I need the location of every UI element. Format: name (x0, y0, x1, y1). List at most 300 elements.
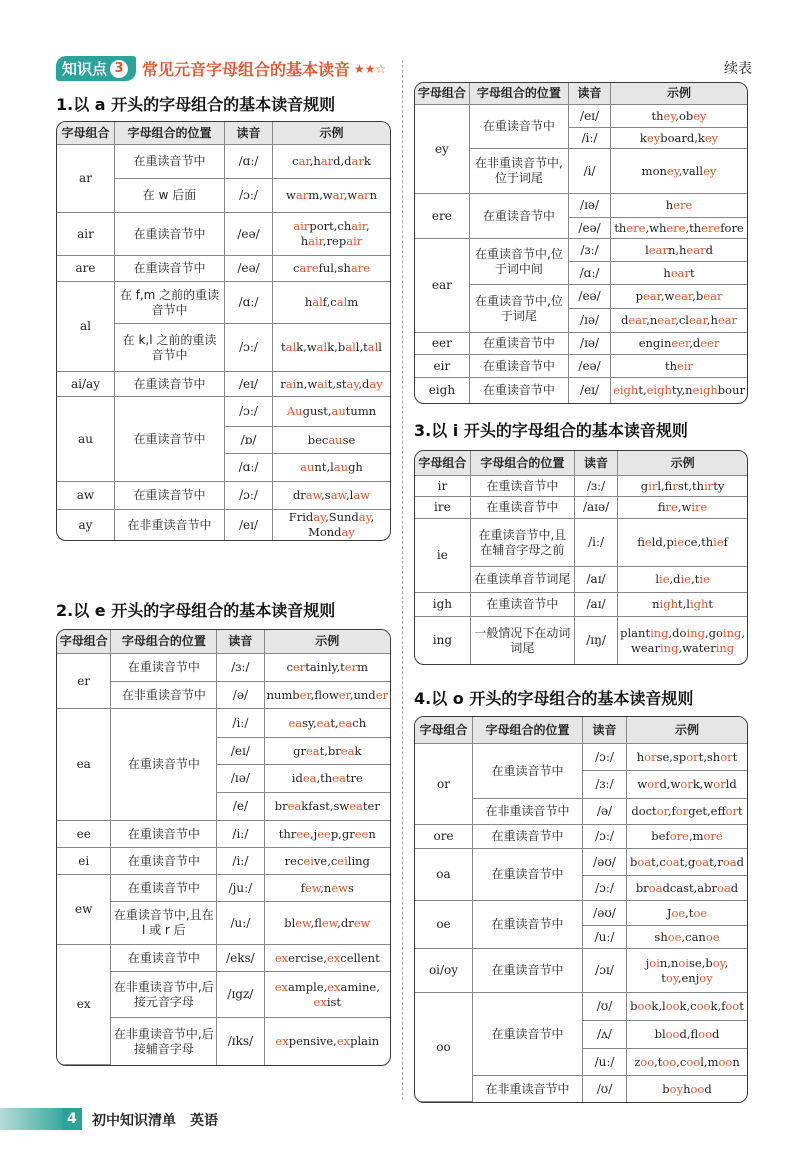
example-text: h (665, 198, 674, 212)
example-text: fore (720, 220, 744, 235)
example-text: nt,l (314, 460, 334, 474)
example-cell (265, 848, 390, 875)
letter-combo-highlight: ei (337, 853, 348, 868)
example-text: ling (347, 853, 370, 868)
example-text: br (274, 799, 288, 813)
pronunciation-cell: /ə/ (217, 682, 264, 709)
letter-combo-cell: or (415, 744, 473, 825)
example-text: t,st (327, 376, 347, 391)
example-text: ty (713, 478, 725, 493)
example-text: d,fl (679, 1027, 699, 1041)
example-text: bec (307, 432, 329, 447)
example-text: c (292, 154, 299, 168)
pronunciation-cell: /eks/ (217, 945, 264, 972)
example-text: doct (631, 804, 657, 818)
letter-combo-highlight: oo (698, 1027, 713, 1041)
example-cell (618, 593, 747, 617)
pronunciation-cell: /ɜː/ (575, 476, 618, 497)
example-text: ful,sh (318, 261, 351, 275)
letter-combo-highlight: ore (669, 829, 689, 843)
example-cell (611, 378, 747, 403)
example-cell (627, 1021, 747, 1049)
column-header: 示例 (273, 122, 390, 145)
table-row (57, 875, 390, 902)
section-e-title: 2.以 e 开头的字母组合的基本读音规则 (56, 601, 336, 620)
position-cell: 在重读音节中 (111, 709, 217, 821)
example-text: t (281, 340, 286, 354)
example-cell (627, 825, 747, 849)
letter-combo-highlight: ie (680, 572, 692, 586)
example-cell (611, 355, 747, 378)
pronunciation-cell: /eə/ (569, 218, 611, 239)
letter-combo-highlight: ai (285, 376, 297, 391)
pronunciation-cell: /ɔː/ (583, 825, 627, 849)
example-text: n,h (667, 242, 687, 257)
table-row (415, 497, 747, 519)
letter-combo-highlight: or (686, 749, 699, 764)
footer-title: 初中知识清单 英语 (92, 1113, 218, 1129)
column-header: 字母组合 (415, 717, 473, 744)
example-text: ist (326, 994, 342, 1009)
example-text: , (741, 625, 745, 640)
letter-combo-highlight: ew (353, 915, 371, 930)
example-text: ,rep (322, 234, 347, 248)
example-cell (273, 282, 390, 324)
example-text: id (291, 771, 303, 785)
letter-combo-highlight: or (644, 749, 657, 764)
example-text: ,dr (337, 915, 354, 930)
pronunciation-cell: /ɔː/ (583, 744, 627, 771)
letter-combo-cell: al (57, 282, 115, 372)
example-text: ,w (660, 289, 675, 303)
example-text: tre (345, 771, 363, 785)
example-text: f,c (322, 295, 337, 309)
letter-combo-highlight: au (328, 432, 343, 447)
section-a-title: 1.以 a 开头的字母组合的基本读音规则 (56, 95, 336, 114)
table-row (57, 848, 390, 875)
letter-combo-cell: ie (415, 519, 471, 593)
example-text: b (630, 999, 638, 1013)
letter-combo-highlight: ear (688, 313, 707, 327)
pronunciation-cell: /ə/ (583, 799, 627, 825)
example-text: d (712, 1027, 720, 1041)
letter-combo-highlight: oa (695, 854, 710, 869)
example-text: d (736, 854, 744, 869)
example-text: ample, (287, 979, 328, 994)
letter-combo-highlight: ei (303, 853, 314, 868)
column-header: 字母组合 (415, 83, 470, 105)
table-row (415, 617, 747, 664)
letter-combo-highlight: oo (686, 1054, 701, 1069)
example-text: d (620, 313, 629, 327)
letter-combo-cell: er (57, 654, 111, 709)
example-cell (265, 709, 390, 738)
letter-combo-highlight: ear (670, 265, 691, 280)
example-cell (611, 105, 747, 128)
position-cell: 在重读音节中 (473, 825, 583, 849)
letter-combo-highlight: ear (657, 313, 676, 327)
letter-combo-highlight: al (285, 340, 297, 354)
letter-combo-highlight: ea (316, 715, 331, 730)
example-cell (273, 427, 390, 454)
table-row (57, 482, 390, 510)
position-cell: 在重读音节中 (115, 145, 225, 179)
example-text: wear (630, 640, 660, 655)
letter-combo-highlight: ey (666, 163, 679, 178)
pronunciation-cell: /ɒ/ (225, 427, 273, 454)
letter-combo-highlight: ie (713, 535, 724, 549)
pronunciation-cell: /ɜː/ (569, 239, 611, 262)
section-i-title: 3.以 i 开头的字母组合的基本读音规则 (414, 421, 688, 440)
letter-combo-highlight: ay (346, 376, 359, 391)
letter-combo-highlight: ew (321, 915, 338, 930)
example-text: dr (292, 488, 306, 502)
example-text: l (378, 340, 382, 354)
column-header: 字母组合的位置 (471, 451, 575, 476)
example-text: ,th (685, 220, 702, 235)
example-text: gh (348, 460, 363, 474)
example-cell (627, 901, 747, 926)
example-text: f (637, 535, 645, 549)
position-cell: 在非重读音节中 (115, 510, 225, 540)
example-text: engin (638, 336, 672, 350)
table-row (57, 654, 390, 682)
letter-combo-highlight: ew (304, 880, 321, 895)
example-text: Frid (288, 510, 314, 524)
letter-combo-cell: ee (57, 821, 111, 848)
pronunciation-cell: /ʊ/ (583, 1076, 627, 1102)
example-text: ,w (677, 500, 692, 514)
letter-combo-highlight: ar (332, 188, 344, 202)
example-text: k (639, 130, 647, 145)
example-text: plant (620, 625, 651, 640)
position-cell: 在重读音节中 (470, 194, 569, 239)
pronunciation-cell: /əʊ/ (583, 901, 627, 926)
pronunciation-cell: /ɔː/ (225, 482, 273, 510)
letter-combo-cell: ere (415, 194, 470, 239)
letter-combo-highlight: are (350, 261, 371, 275)
position-cell: 在重读音节中 (473, 849, 583, 901)
example-text: ,vall (678, 163, 704, 178)
letter-combo-highlight: al (312, 295, 323, 309)
pronunciation-cell: /ɔː/ (225, 397, 273, 427)
letter-combo-highlight: ea (338, 715, 353, 730)
example-text: gr (293, 743, 306, 758)
letter-combo-highlight: Au (286, 404, 303, 418)
position-cell: 在重读单音节词尾 (471, 567, 575, 593)
letter-combo-highlight: ey (646, 130, 661, 145)
example-text: n (652, 597, 660, 611)
example-text: d,w (659, 777, 681, 791)
position-cell: 在重读音节中 (471, 593, 575, 617)
table-a (56, 121, 391, 541)
column-header: 字母组合 (57, 630, 111, 654)
example-text: , (370, 510, 375, 524)
example-cell (265, 738, 390, 765)
position-cell: 在重读音节中 (115, 482, 225, 510)
example-text: ,d (358, 376, 370, 391)
example-text: t (690, 265, 695, 280)
example-cell (611, 309, 747, 333)
letter-combo-cell: eer (415, 333, 470, 355)
letter-combo-highlight: ore (703, 829, 723, 843)
letter-combo-highlight: oi (678, 955, 689, 970)
example-text: p,gr (330, 826, 355, 841)
letter-combo-highlight: au (331, 404, 346, 418)
example-text: j (645, 955, 650, 970)
position-cell: 在重读音节中 (471, 476, 575, 497)
footer-bar (0, 1108, 70, 1130)
position-cell: 在重读音节中 (115, 213, 225, 256)
table-header-row (415, 451, 747, 476)
example-cell (273, 324, 390, 372)
example-cell (611, 194, 747, 218)
example-text: t (738, 804, 743, 818)
letter-combo-cell: ex (57, 945, 111, 1065)
letter-combo-highlight: al (336, 295, 348, 309)
table-row (57, 945, 390, 972)
example-text: dcast,abr (662, 880, 718, 895)
pronunciation-cell: /ɪə/ (569, 194, 611, 218)
table-row (57, 510, 390, 540)
example-text: , (366, 219, 370, 233)
example-cell (627, 771, 747, 799)
example-text: t,c (651, 854, 666, 869)
letter-combo-highlight: ee (354, 826, 369, 841)
example-cell (611, 218, 747, 239)
letter-combo-highlight: oa (665, 854, 680, 869)
example-text: b (629, 854, 638, 869)
letter-combo-highlight: au (300, 460, 315, 474)
example-text: c (286, 660, 293, 674)
example-text: numb (266, 687, 300, 702)
table-row (415, 239, 747, 262)
letter-combo-highlight: ay (313, 510, 326, 524)
example-text: f (657, 500, 666, 514)
letter-combo-highlight: oa (717, 880, 731, 895)
pronunciation-cell: /iː/ (217, 709, 264, 738)
pronunciation-cell: /uː/ (217, 902, 264, 945)
pronunciation-cell: /eə/ (569, 285, 611, 309)
example-text: se,b (688, 955, 713, 970)
pronunciation-cell: /eɪ/ (569, 378, 611, 403)
table-row (57, 282, 390, 324)
pronunciation-cell: /ɑː/ (569, 262, 611, 285)
example-text: d (705, 242, 713, 257)
example-cell (273, 213, 390, 256)
table-row (415, 825, 747, 849)
example-text: ,cl (675, 313, 689, 327)
letter-combo-cell: ore (415, 825, 473, 849)
letter-combo-highlight: ear (674, 289, 693, 303)
letter-combo-cell: ey (415, 105, 470, 194)
example-text: g (640, 478, 649, 493)
pronunciation-cell: /eɪ/ (217, 738, 264, 765)
example-text: bour (717, 383, 745, 397)
example-text: bef (651, 829, 670, 843)
letter-combo-highlight: er (375, 687, 388, 702)
table-e-continued (414, 82, 748, 404)
example-text: ercise, (288, 950, 327, 965)
letter-combo-cell: ire (415, 497, 471, 519)
letter-combo-highlight: ear (686, 242, 706, 257)
letter-combo-highlight: oy (712, 955, 725, 970)
example-text: tumn (345, 404, 377, 418)
letter-combo-highlight: al (345, 340, 356, 354)
column-header: 字母组合的位置 (473, 717, 583, 744)
letter-combo-highlight: or (680, 777, 693, 791)
position-cell: 在重读音节中,且在辅音字母之前 (471, 519, 575, 567)
example-text: pensive, (288, 1034, 337, 1048)
example-cell (627, 1076, 747, 1102)
knowledge-point-header (56, 56, 386, 81)
position-cell: 在重读音节中 (473, 949, 583, 993)
letter-combo-highlight: ew (331, 880, 348, 895)
pronunciation-cell: /aɪ/ (575, 593, 618, 617)
letter-combo-highlight: eigh (692, 383, 718, 397)
continued-label: 续表 (724, 61, 752, 77)
column-header: 示例 (611, 83, 747, 105)
pronunciation-cell: /eə/ (225, 256, 273, 282)
example-text: h (663, 265, 671, 280)
example-cell (618, 519, 747, 567)
letter-combo-cell: ir (415, 476, 471, 497)
position-cell: 在 w 后面 (115, 179, 225, 213)
pronunciation-cell: /ɔː/ (225, 179, 273, 213)
example-text: h (683, 1081, 691, 1096)
table-header-row (57, 630, 390, 654)
example-text: t,r (709, 854, 723, 869)
example-cell (611, 285, 747, 309)
example-text: d,d (333, 154, 352, 168)
example-text: ,und (349, 687, 376, 702)
pronunciation-cell: /eə/ (569, 355, 611, 378)
pronunciation-cell: /uː/ (583, 1049, 627, 1076)
example-text: cellent (340, 950, 380, 965)
table-row (415, 993, 747, 1021)
example-text: h (304, 295, 313, 309)
pronunciation-cell: /ɪə/ (217, 765, 264, 793)
letter-combo-highlight: or (725, 804, 739, 818)
letter-combo-highlight: ir (672, 478, 678, 493)
example-text: ,enj (677, 970, 700, 985)
letter-combo-cell: ei (57, 848, 111, 875)
letter-combo-highlight: ar (357, 188, 370, 202)
knowledge-point-title: 常见元音字母组合的基本读音 (142, 60, 351, 79)
pronunciation-cell: /i/ (569, 149, 611, 194)
letter-combo-highlight: ex (327, 979, 341, 994)
example-cell (265, 875, 390, 902)
example-text: ,flow (310, 687, 339, 702)
letter-combo-highlight: air (351, 219, 367, 233)
letter-combo-highlight: oo (637, 999, 652, 1013)
position-cell: 在重读音节中 (111, 945, 217, 972)
letter-combo-highlight: oe (705, 929, 720, 944)
letter-combo-highlight: ie (659, 572, 670, 586)
example-text: z (634, 1054, 641, 1069)
example-cell (627, 949, 747, 993)
letter-combo-highlight: oo (725, 999, 740, 1013)
example-text: bl (654, 1027, 666, 1041)
example-text: l,m (700, 1054, 719, 1069)
letter-combo-cell: are (57, 256, 115, 282)
letter-combo-highlight: ie (699, 572, 710, 586)
example-text: ,f (667, 804, 676, 818)
position-cell: 在重读音节中 (470, 333, 569, 355)
position-cell: 在重读音节中 (115, 372, 225, 397)
example-text: t,g (679, 854, 696, 869)
letter-combo-highlight: ire (691, 500, 708, 514)
table-row (415, 476, 747, 497)
letter-combo-highlight: oa (637, 854, 652, 869)
table-i (414, 450, 748, 665)
pronunciation-cell: /juː/ (217, 875, 264, 902)
letter-combo-highlight: ie (644, 535, 652, 549)
pronunciation-cell: /əʊ/ (583, 849, 627, 876)
letter-combo-highlight: oy (699, 970, 713, 985)
example-text: h (313, 154, 321, 168)
letter-combo-cell: ew (57, 875, 111, 945)
position-cell: 在重读音节中,且在 l 或 r 后 (111, 902, 217, 945)
column-header: 字母组合 (415, 451, 471, 476)
example-text: w (637, 777, 648, 791)
position-cell: 在 f,m 之前的重读音节中 (115, 282, 225, 324)
column-header: 字母组合的位置 (111, 630, 217, 654)
example-text: ,t (691, 572, 700, 586)
table-row (57, 145, 390, 179)
example-text: c (292, 261, 300, 275)
example-text: tainly,t (305, 660, 345, 674)
example-text: l (645, 242, 649, 257)
letter-combo-highlight: ar (320, 154, 334, 168)
letter-combo-highlight: ir (704, 478, 714, 493)
table-row (415, 519, 747, 567)
position-cell: 在非重读音节中 (473, 1076, 583, 1102)
example-cell (627, 744, 747, 771)
example-text: t (661, 970, 666, 985)
position-cell: 在重读音节中 (115, 256, 225, 282)
example-cell (265, 765, 390, 793)
position-cell: 在重读音节中 (111, 875, 217, 902)
letter-combo-highlight: ir (648, 478, 658, 493)
example-text: Mond (308, 525, 342, 539)
table-row (57, 372, 390, 397)
letter-combo-highlight: ex (336, 1034, 351, 1048)
example-text: ,Sund (325, 510, 359, 524)
letter-combo-highlight: ex (274, 950, 289, 965)
example-cell (611, 333, 747, 355)
position-cell: 在重读音节中 (471, 497, 575, 519)
example-text: n,n (659, 955, 679, 970)
letter-combo-highlight: ey (704, 130, 719, 145)
position-cell: 在非重读音节中 (111, 682, 217, 709)
example-cell (265, 902, 390, 945)
example-cell (627, 799, 747, 825)
example-text: f (723, 535, 728, 549)
example-text: s (347, 880, 354, 895)
example-text: m (357, 660, 369, 674)
letter-combo-highlight: ew (295, 915, 311, 930)
table-row (415, 378, 747, 403)
example-text: k,w (296, 340, 317, 354)
example-cell (265, 821, 390, 848)
letter-combo-cell: igh (415, 593, 471, 617)
example-text: ,t (685, 905, 694, 920)
letter-combo-highlight: ai (317, 376, 328, 391)
pronunciation-cell: /ʊ/ (583, 993, 627, 1021)
pronunciation-cell: /iː/ (217, 821, 264, 848)
example-text: h (300, 234, 309, 248)
